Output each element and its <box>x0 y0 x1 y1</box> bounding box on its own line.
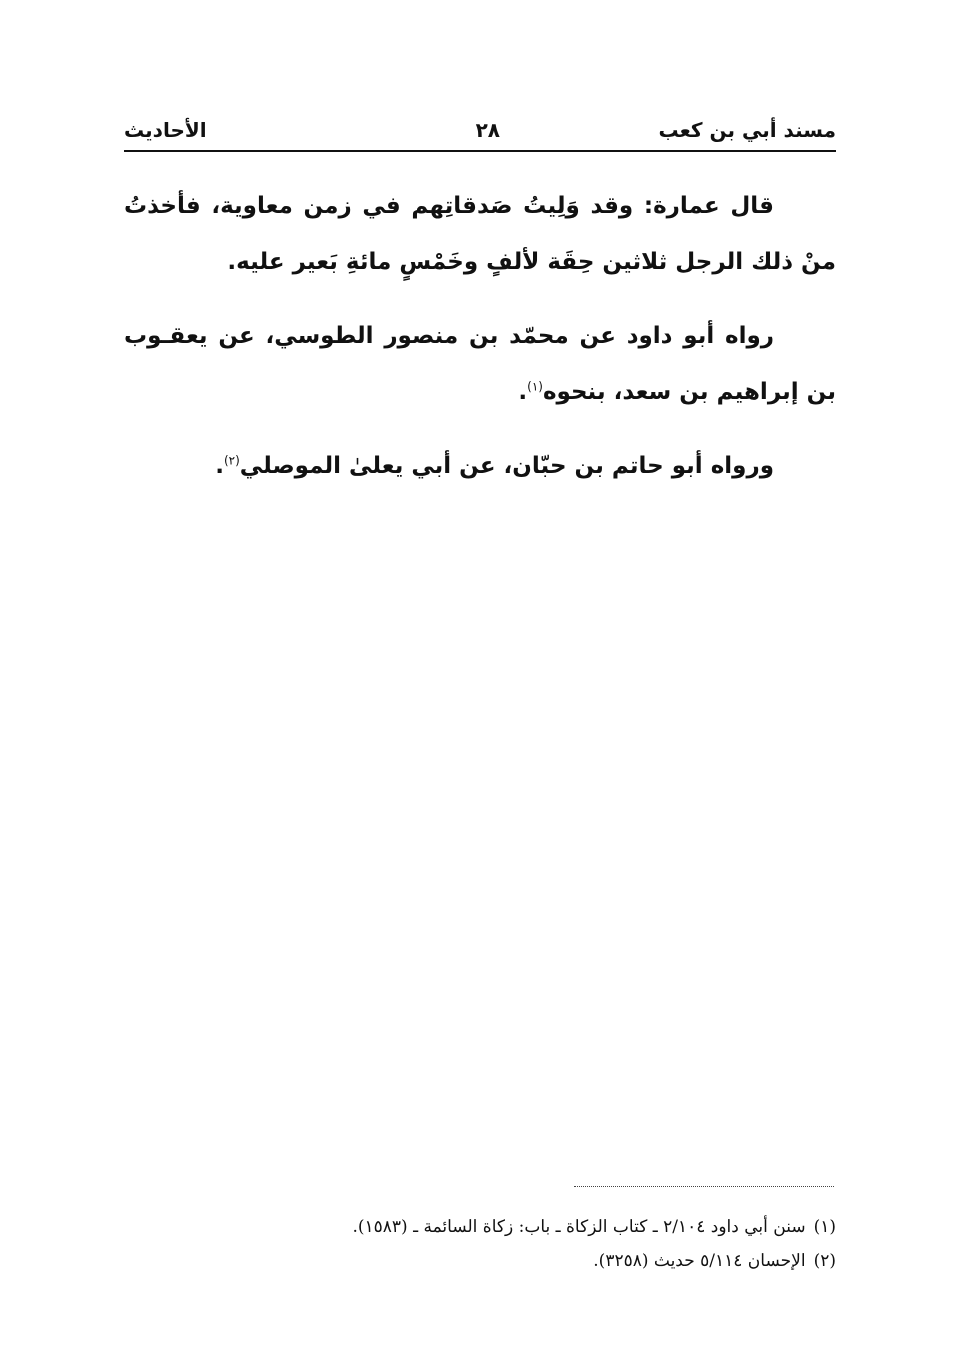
paragraph-1: قال عمارة: وقد وَلِيتُ صَدقاتِهم في زمن معاوية، فأخذتُ منْ ذلك الرجل ثلاثين حِقَة لألفٍ وخَمْسٍ مائةِ بَعير عليه. <box>124 193 836 275</box>
running-header <box>124 112 836 152</box>
header-divider <box>124 150 836 152</box>
footnote-ref-2[interactable]: (٢) <box>223 453 240 468</box>
paragraph-3-text: ورواه أبو حاتم بن حبّان، عن أبي يعلىٰ الموصلي <box>239 453 774 479</box>
footnote-text: سنن أبي داود ٢/١٠٤ ـ كتاب الزكاة ـ باب: زكاة السائمة ـ (١٥٨٣). <box>352 1217 806 1237</box>
paragraph-2-text: رواه أبو داود عن محمّد بن منصور الطوسي، عن يعقـوب بن إبراهيم بن سعد، بنحوه <box>124 323 836 405</box>
main-text <box>124 178 836 494</box>
paragraph-2-end: . <box>518 379 528 405</box>
footnote-ref-1[interactable]: (١) <box>527 379 543 394</box>
footnote-divider <box>574 1186 834 1187</box>
footnote-1 <box>124 1210 836 1244</box>
section-title: الأحاديث <box>124 118 207 142</box>
page-number: ٢٨ <box>475 118 500 142</box>
footnote-text: الإحسان ٥/١١٤ حديث (٣٢٥٨). <box>593 1251 806 1271</box>
paragraph-3 <box>124 438 836 494</box>
footnote-number: (١) <box>813 1217 836 1237</box>
footnote-2 <box>124 1244 836 1278</box>
footnote-number: (٢) <box>813 1251 836 1271</box>
footnotes <box>124 1210 836 1278</box>
paragraph-2 <box>124 308 836 420</box>
book-title: مسند أبي بن كعب <box>658 118 836 142</box>
paragraph-3-end: . <box>215 453 224 479</box>
